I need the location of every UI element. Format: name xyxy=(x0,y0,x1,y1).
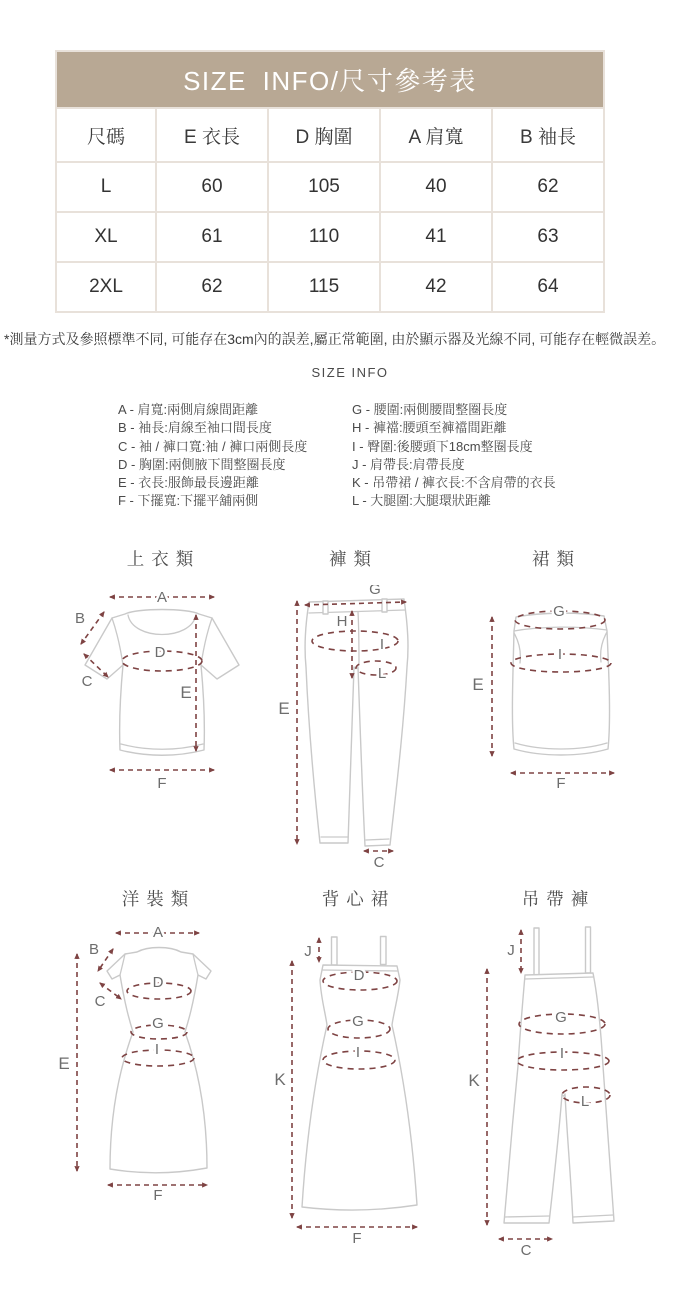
section-title-tops: 上衣類 xyxy=(126,549,201,569)
legend-item: D - 胸圍:兩側腋下間整圈長度 xyxy=(118,456,286,472)
measure-label-F: F xyxy=(153,1187,163,1204)
measure-label-J: J xyxy=(304,943,312,960)
measure-label-D: D xyxy=(154,644,166,661)
value-cell: 41 xyxy=(380,212,492,262)
measure-label-E: E xyxy=(278,699,290,718)
dress-diagram xyxy=(42,923,242,1213)
size-table-header-row xyxy=(56,108,604,162)
value-cell: 42 xyxy=(380,262,492,312)
measure-label-C: C xyxy=(520,1242,532,1259)
measure-label-E: E xyxy=(58,1054,70,1073)
legend-item: A - 肩寬:兩側肩線間距離 xyxy=(118,402,259,417)
measure-label-H: H xyxy=(336,613,348,630)
measure-label-I: I xyxy=(557,646,563,663)
value-cell: 60 xyxy=(156,162,268,212)
pants-diagram xyxy=(272,585,432,875)
size-table xyxy=(55,50,605,313)
skirt-diagram xyxy=(462,585,642,795)
value-cell: 110 xyxy=(268,212,380,262)
measure-label-I: I xyxy=(559,1045,565,1062)
section-title-vest-dress: 背心裙 xyxy=(321,889,396,909)
legend-item: G - 腰圍:兩側腰間整圈長度 xyxy=(352,402,508,417)
measure-label-G: G xyxy=(352,1013,364,1030)
measure-label-E: E xyxy=(472,675,484,694)
measure-label-F: F xyxy=(556,775,566,792)
measure-label-I: I xyxy=(355,1044,361,1061)
legend-item: F - 下擺寬:下擺平舖兩側 xyxy=(118,493,259,509)
legend-item: E - 衣長:服飾最長邊距離 xyxy=(118,475,259,491)
section-title-skirt: 裙類 xyxy=(532,549,581,569)
tops-diagram xyxy=(62,585,262,795)
value-cell: 62 xyxy=(492,162,604,212)
column-header: B 袖長 xyxy=(492,108,604,162)
size-cell: 2XL xyxy=(56,262,156,312)
measure-label-D: D xyxy=(152,974,164,991)
measure-label-B: B xyxy=(88,941,100,958)
size-table-title-row xyxy=(56,51,604,108)
skirt-outline xyxy=(512,613,609,755)
measure-label-G: G xyxy=(369,585,381,598)
measure-label-K: K xyxy=(468,1071,480,1090)
legend-item: B - 袖長:肩線至袖口間長度 xyxy=(118,420,272,436)
tshirt-outline xyxy=(85,610,239,756)
measure-label-D: D xyxy=(353,967,365,984)
measure-label-F: F xyxy=(157,775,167,792)
legend-item: I - 臀圍:後腰頭下18cm整圈長度 xyxy=(352,438,533,454)
measure-label-C: C xyxy=(373,854,385,871)
size-info-subtitle: SIZE INFO xyxy=(311,365,389,380)
size-cell: XL xyxy=(56,212,156,262)
value-cell: 61 xyxy=(156,212,268,262)
section-title-pants: 褲類 xyxy=(329,549,378,569)
legend-item: K - 吊帶裙 / 褲衣長:不含肩帶的衣長 xyxy=(352,475,556,491)
overalls-outline xyxy=(504,927,614,1223)
measure-label-G: G xyxy=(553,603,565,620)
column-header: 尺碼 xyxy=(56,108,156,162)
table-row xyxy=(56,262,604,312)
measure-label-A: A xyxy=(156,589,168,606)
measure-label-L: L xyxy=(580,1093,590,1110)
section-title-dress: 洋裝類 xyxy=(121,889,196,909)
measure-label-K: K xyxy=(274,1070,286,1089)
section-title-overalls: 吊帶褲 xyxy=(521,889,596,909)
column-header: D 胸圍 xyxy=(268,108,380,162)
measure-label-C: C xyxy=(81,673,93,690)
measurement-note: *測量方式及參照標準不同, 可能存在3cm內的誤差,屬正常範圍, 由於顯示器及光線不同, 可能存在輕微誤差。 xyxy=(4,331,666,347)
value-cell: 63 xyxy=(492,212,604,262)
legend-item: L - 大腿圍:大腿環狀距離 xyxy=(352,493,491,509)
measure-label-F: F xyxy=(352,1230,362,1247)
value-cell: 62 xyxy=(156,262,268,312)
legend-item: H - 褲襠:腰頭至褲襠間距離 xyxy=(352,420,507,436)
value-cell: 64 xyxy=(492,262,604,312)
vest-dress-diagram xyxy=(265,923,445,1253)
value-cell: 105 xyxy=(268,162,380,212)
overalls-diagram xyxy=(450,923,650,1263)
measure-label-I: I xyxy=(379,636,385,653)
size-cell: L xyxy=(56,162,156,212)
column-header: E 衣長 xyxy=(156,108,268,162)
legend-left-column xyxy=(118,401,307,511)
measure-label-G: G xyxy=(152,1015,164,1032)
table-row xyxy=(56,162,604,212)
value-cell: 40 xyxy=(380,162,492,212)
value-cell: 115 xyxy=(268,262,380,312)
measure-label-I: I xyxy=(154,1041,160,1058)
measure-label-J: J xyxy=(507,942,515,959)
measure-label-G: G xyxy=(555,1009,567,1026)
measure-label-B: B xyxy=(74,610,86,627)
table-row xyxy=(56,212,604,262)
legend-item: J - 肩帶長:肩帶長度 xyxy=(352,456,465,472)
legend-right-column xyxy=(352,401,556,511)
measure-label-L: L xyxy=(377,665,387,682)
measure-label-E: E xyxy=(180,683,192,702)
legend-item: C - 袖 / 褲口寬:袖 / 褲口兩側長度 xyxy=(118,438,308,454)
measure-label-C: C xyxy=(94,993,106,1010)
pants-outline xyxy=(305,599,408,846)
column-header: A 肩寬 xyxy=(380,108,492,162)
measure-label-A: A xyxy=(152,924,164,941)
size-table-title: SIZE INFO/尺寸參考表 xyxy=(56,51,604,108)
